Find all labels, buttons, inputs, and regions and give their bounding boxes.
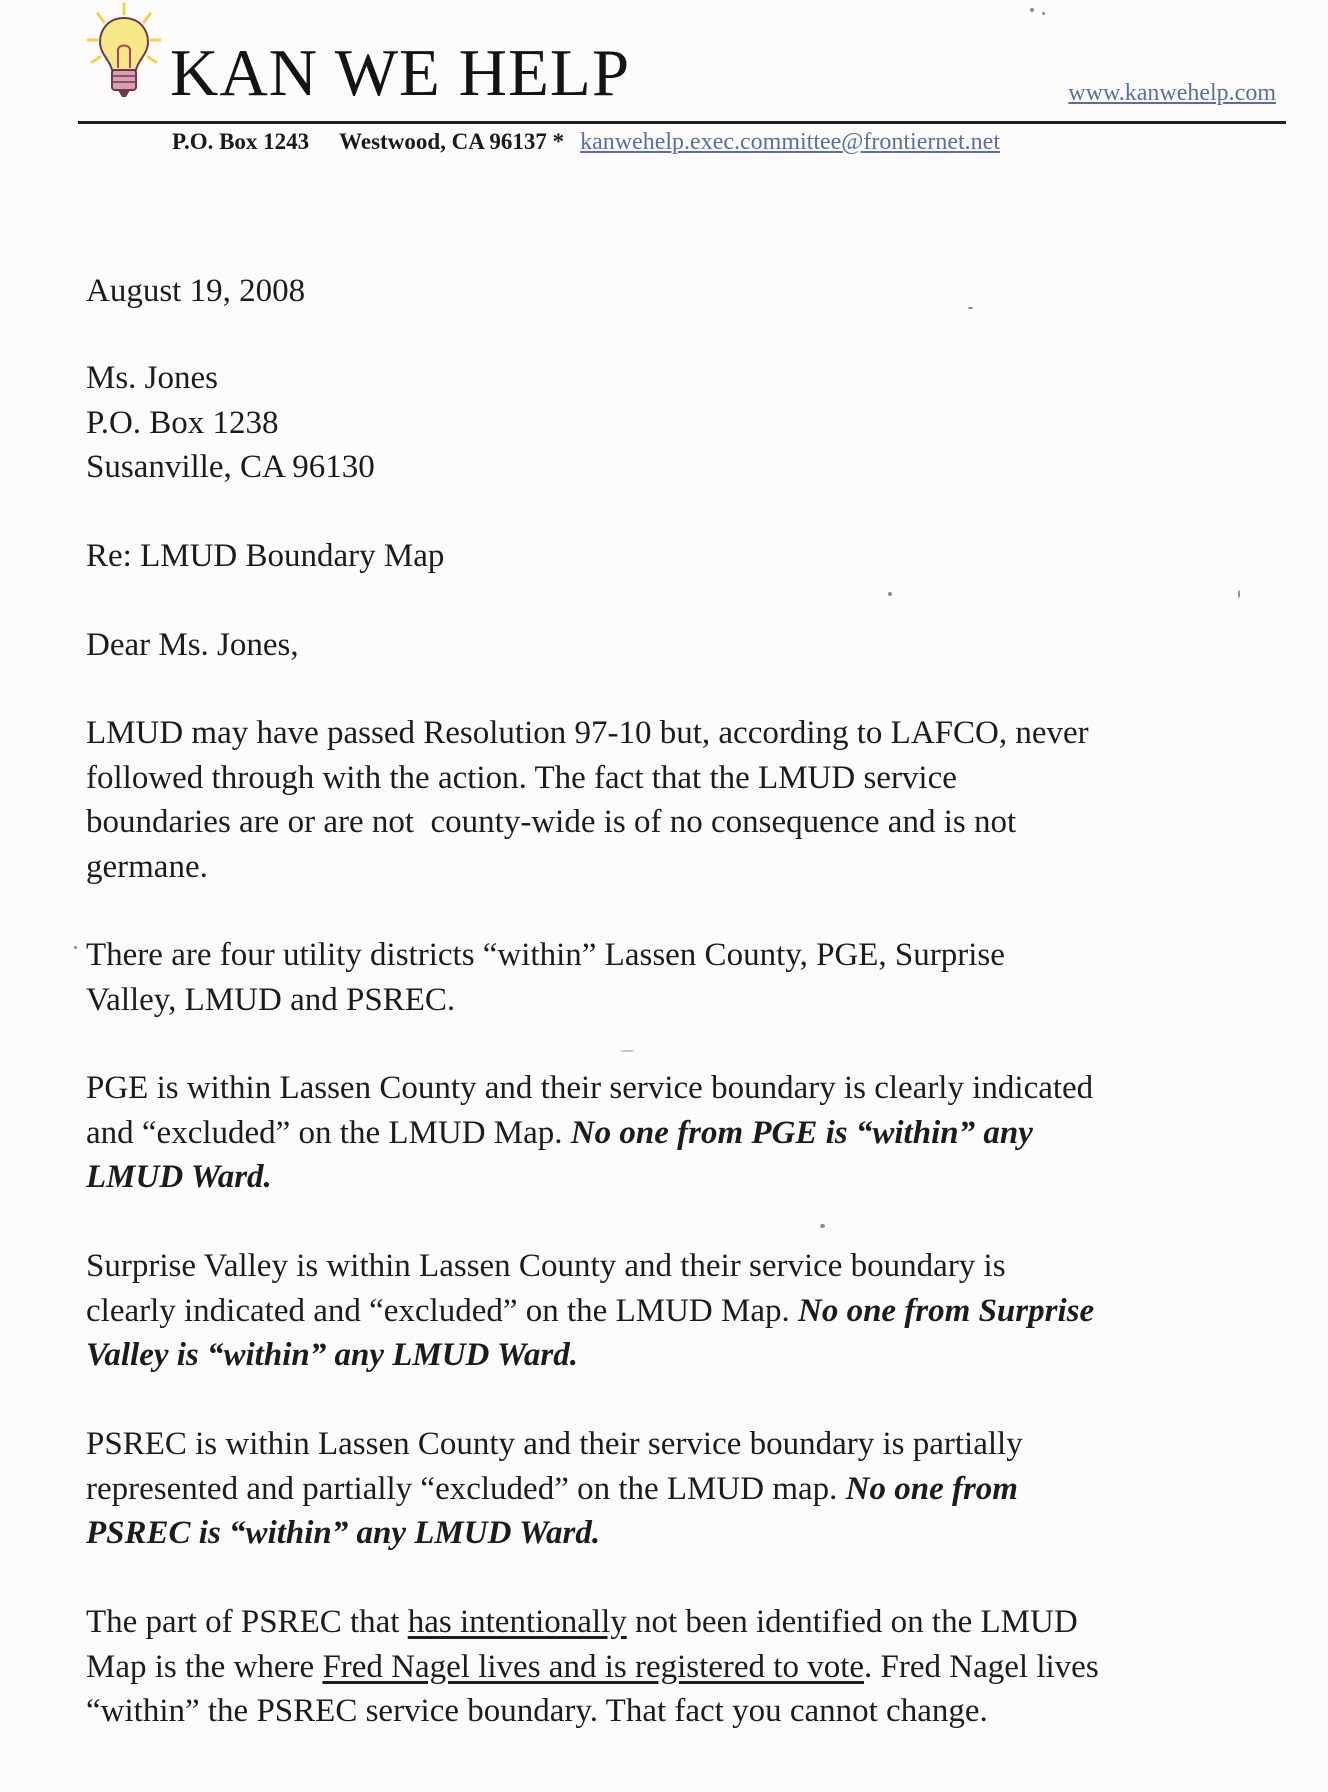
emphasis-text: No one from PGE is “within” any	[570, 1114, 1033, 1151]
text-segment: . Fred Nagel lives	[864, 1648, 1099, 1685]
scan-speck	[74, 946, 77, 949]
text-segment: clearly indicated and “excluded” on the LMUD Map.	[86, 1292, 798, 1329]
paragraph-line: Valley, LMUD and PSREC.	[86, 981, 456, 1018]
paragraph-line: LMUD may have passed Resolution 97-10 but, according to LAFCO, never	[86, 715, 1089, 751]
scan-speck	[1042, 12, 1045, 15]
text-segment: and “excluded” on the LMUD Map.	[86, 1114, 571, 1151]
scan-speck	[820, 1224, 825, 1228]
organization-name: KAN WE HELP	[170, 36, 631, 110]
po-box: P.O. Box 1243	[172, 129, 310, 154]
paragraph-line	[86, 1111, 1296, 1156]
paragraph-line: boundaries are or are not county-wide is of no consequence and is not	[86, 804, 1017, 840]
paragraph-4	[86, 1244, 1296, 1378]
paragraph-line: PGE is within Lassen County and their service boundary is clearly indicated	[86, 1070, 1094, 1106]
paragraph-line	[86, 1289, 1296, 1334]
paragraph-line	[86, 1467, 1296, 1512]
email-link[interactable]: kanwehelp.exec.committee@frontiernet.net	[580, 129, 1000, 155]
scan-speck	[620, 1050, 634, 1052]
text-segment: Map is the where	[86, 1648, 323, 1685]
recipient-name: Ms. Jones	[86, 360, 219, 396]
emphasis-text: No one from Surprise	[797, 1292, 1095, 1329]
emphasis-text: LMUD Ward.	[86, 1159, 272, 1195]
paragraph-line	[86, 1645, 1296, 1690]
scan-speck	[888, 592, 892, 596]
recipient-city: Susanville, CA 96130	[86, 449, 375, 485]
letterhead-divider	[78, 121, 1286, 124]
underlined-text: Fred Nagel lives and is registered to vote	[322, 1648, 865, 1685]
subject-line: Re: LMUD Boundary Map	[86, 538, 445, 574]
scan-speck	[1030, 8, 1034, 12]
paragraph-3	[86, 1066, 1296, 1200]
paragraph-2	[86, 933, 1296, 1022]
paragraph-line: There are four utility districts “within” Lassen County, PGE, Surprise	[86, 937, 1005, 973]
paragraph-line: PSREC is within Lassen County and their service boundary is partially	[86, 1426, 1023, 1462]
letterhead-address	[172, 129, 1000, 156]
text-segment: The part of PSREC that	[86, 1604, 408, 1640]
recipient-po-box: P.O. Box 1238	[86, 404, 279, 441]
website-link[interactable]: www.kanwehelp.com	[1068, 80, 1276, 106]
text-segment: represented and partially “excluded” on the LMUD map.	[86, 1470, 846, 1507]
scan-speck	[1238, 590, 1240, 598]
light-bulb-logo-icon	[84, 2, 170, 102]
paragraph-line: Surprise Valley is within Lassen County and their service boundary is	[86, 1248, 1006, 1284]
salutation: Dear Ms. Jones,	[86, 627, 299, 663]
text-segment: not been identified on the LMUD	[626, 1604, 1078, 1640]
underlined-text: has intentionally	[407, 1604, 627, 1640]
paragraph-line: germane.	[86, 848, 208, 885]
recipient-address	[86, 356, 1296, 490]
paragraph-line	[86, 1600, 1296, 1645]
paragraph-1	[86, 711, 1296, 889]
emphasis-text: No one from	[845, 1470, 1018, 1507]
letter-date: August 19, 2008	[86, 273, 306, 309]
paragraph-5	[86, 1422, 1296, 1556]
scan-speck	[968, 307, 973, 309]
emphasis-text: Valley is “within” any LMUD Ward.	[86, 1337, 579, 1373]
paragraph-line: “within” the PSREC service boundary. That fact you cannot change.	[86, 1693, 988, 1729]
paragraph-6	[86, 1600, 1296, 1734]
city-state-zip: Westwood, CA 96137 *	[339, 129, 565, 154]
paragraph-line: followed through with the action. The fact that the LMUD service	[86, 759, 957, 796]
emphasis-text: PSREC is “within” any LMUD Ward.	[86, 1515, 601, 1551]
